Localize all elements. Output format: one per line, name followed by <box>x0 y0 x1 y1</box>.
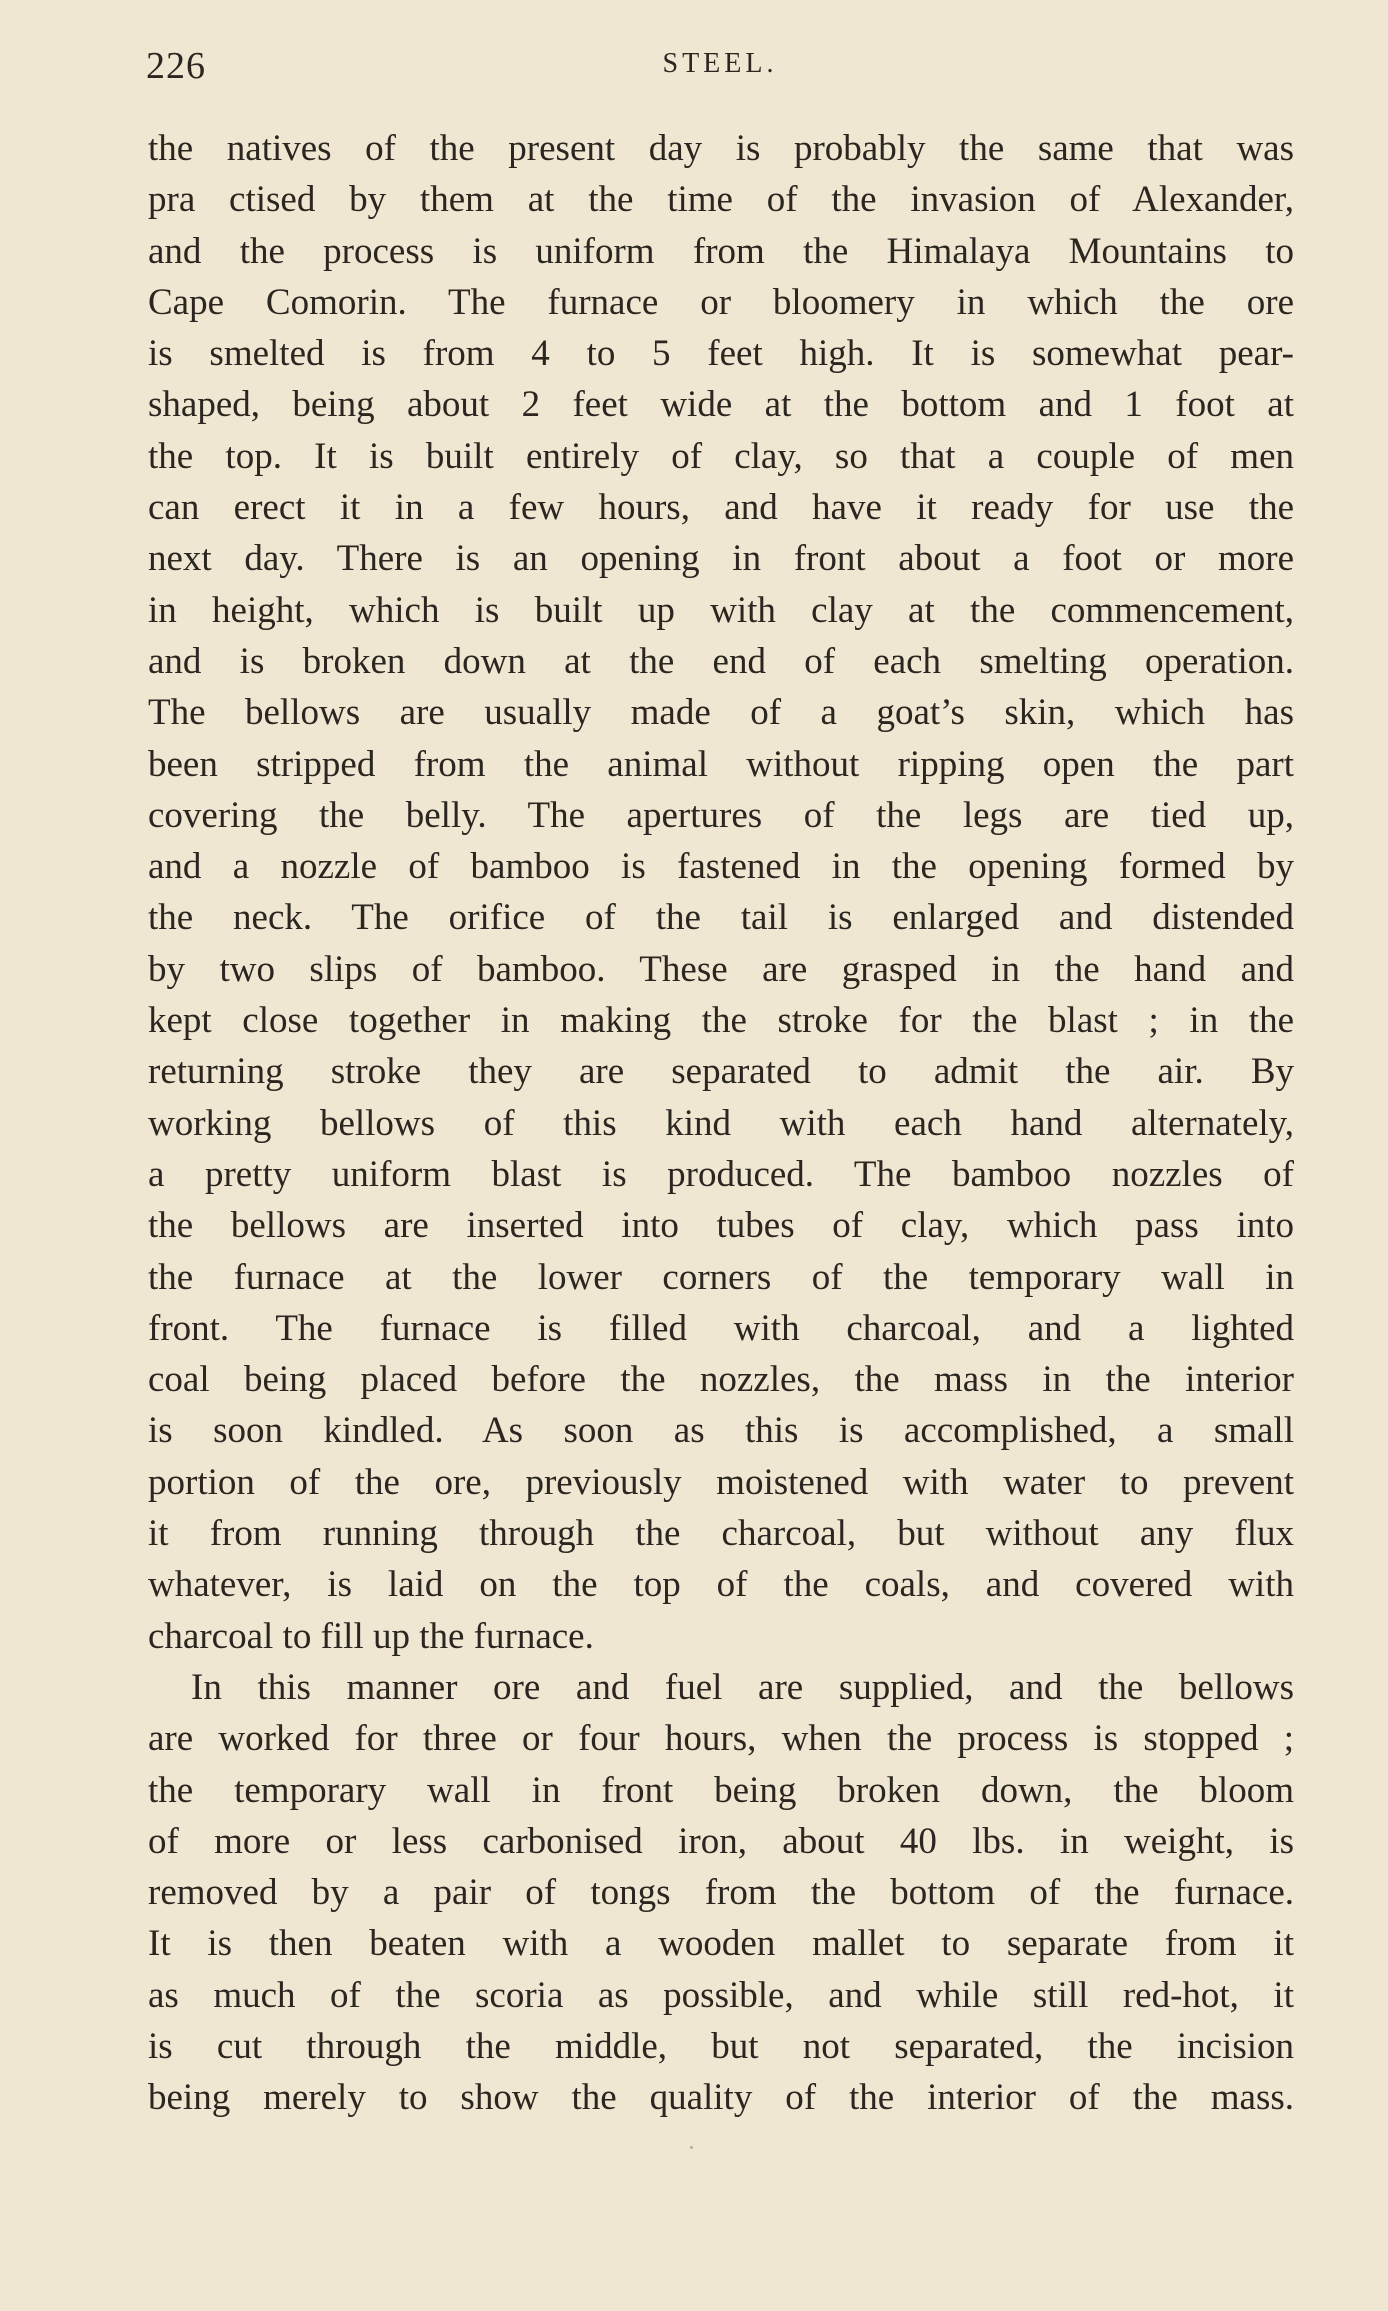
text-line: and the process is uniform from the Himalaya Mountains to <box>148 230 1294 272</box>
text-line: kept close together in making the stroke for the blast ; in the <box>148 1000 1294 1042</box>
page-number: 226 <box>146 45 206 87</box>
text-line: Cape Comorin. The furnace or bloomery in which the ore <box>148 281 1294 323</box>
text-line: is smelted is from 4 to 5 feet high. It is somewhat pear- <box>148 333 1294 375</box>
text-line: and a nozzle of bamboo is fastened in the opening formed by <box>148 846 1294 888</box>
text-line: returning stroke they are separated to admit the air. By <box>148 1051 1294 1093</box>
text-line: portion of the ore, previously moistened with water to prevent <box>148 1461 1294 1503</box>
text-line: by two slips of bamboo. These are grasped in the hand and <box>148 948 1294 990</box>
text-line: the furnace at the lower corners of the temporary wall in <box>148 1256 1294 1298</box>
text-line: it from running through the charcoal, but without any flux <box>148 1513 1294 1555</box>
text-line: is soon kindled. As soon as this is accomplished, a small <box>148 1410 1294 1452</box>
text-line: next day. There is an opening in front about a foot or more <box>148 538 1294 580</box>
text-line: The bellows are usually made of a goat’s skin, which has <box>148 692 1294 734</box>
text-line: shaped, being about 2 feet wide at the bottom and 1 foot at <box>148 384 1294 426</box>
text-line: covering the belly. The apertures of the legs are tied up, <box>148 794 1294 836</box>
text-line: as much of the scoria as possible, and while still red-hot, it <box>148 1974 1294 2016</box>
text-line: in height, which is built up with clay at the commencement, <box>148 589 1294 631</box>
paragraph-end-line: charcoal to fill up the furnace. <box>148 1615 594 1657</box>
text-line: can erect it in a few hours, and have it ready for use the <box>148 487 1294 529</box>
text-line: working bellows of this kind with each hand alternately, <box>148 1102 1294 1144</box>
text-line: being merely to show the quality of the interior of the mass. <box>148 2077 1294 2119</box>
text-line: of more or less carbonised iron, about 40 lbs. in weight, is <box>148 1820 1294 1862</box>
text-line: front. The furnace is filled with charcoal, and a lighted <box>148 1307 1294 1349</box>
text-line: whatever, is laid on the top of the coals, and covered with <box>148 1564 1294 1606</box>
text-line: the bellows are inserted into tubes of clay, which pass into <box>148 1205 1294 1247</box>
running-head <box>146 44 1294 87</box>
text-line: removed by a pair of tongs from the bottom of the furnace. <box>148 1872 1294 1914</box>
text-line: the natives of the present day is probably the same that was <box>148 128 1294 169</box>
text-line: pra ctised by them at the time of the invasion of Alexander, <box>148 179 1294 221</box>
text-line: are worked for three or four hours, when the process is stopped ; <box>148 1718 1294 1760</box>
text-line: the temporary wall in front being broken down, the bloom <box>148 1769 1294 1811</box>
text-line: coal being placed before the nozzles, the mass in the interior <box>148 1359 1294 1401</box>
text-line: and is broken down at the end of each smelting operation. <box>148 640 1294 682</box>
body-text <box>148 123 1294 2124</box>
text-line: is cut through the middle, but not separated, the incision <box>148 2025 1294 2067</box>
text-line: a pretty uniform blast is produced. The bamboo nozzles of <box>148 1153 1294 1195</box>
page-speck <box>690 2146 693 2149</box>
text-line: been stripped from the animal without ripping open the part <box>148 743 1294 785</box>
text-line: It is then beaten with a wooden mallet to separate from it <box>148 1923 1294 1965</box>
paragraph-start-line: In this manner ore and fuel are supplied, and the bellows <box>191 1666 1294 1708</box>
running-head-title: STEEL. <box>662 48 778 79</box>
text-line: the top. It is built entirely of clay, so that a couple of men <box>148 435 1294 477</box>
text-line: the neck. The orifice of the tail is enlarged and distended <box>148 897 1294 939</box>
